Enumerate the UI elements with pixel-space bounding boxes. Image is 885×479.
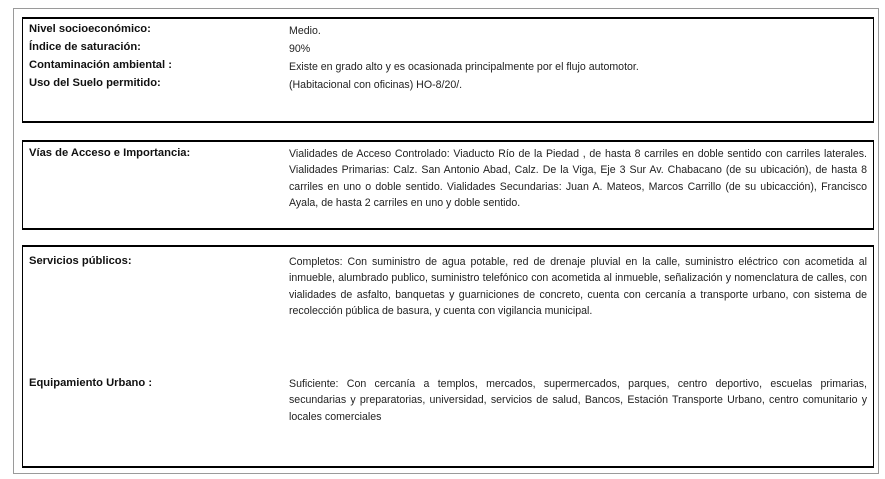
label-nivel-socioeconomico: Nivel socioeconómico:	[29, 23, 151, 35]
value-equipamiento-urbano: Suficiente: Con cercanía a templos, mercados, supermercados, parques, centro deportivo, escuelas primarias, secundarias y preparatorias, universidad, servicios de salud, Bancos, Estación Transporte Urbano, centro comunitario y locales comerciales	[289, 378, 867, 423]
value-contaminacion: Existe en grado alto y es ocasionada principalmente por el flujo automotor.	[289, 61, 639, 73]
access-section	[22, 140, 874, 230]
label-uso-suelo: Uso del Suelo permitido:	[29, 77, 161, 89]
general-info-section	[22, 17, 874, 123]
services-section	[22, 245, 874, 468]
label-vias-acceso: Vías de Acceso e Importancia:	[29, 147, 191, 159]
value-nivel-socioeconomico: Medio.	[289, 25, 321, 37]
value-uso-suelo: (Habitacional con oficinas) HO-8/20/.	[289, 79, 463, 91]
label-servicios-publicos: Servicios públicos:	[29, 255, 132, 267]
label-contaminacion: Contaminación ambiental :	[29, 59, 172, 71]
label-equipamiento-urbano: Equipamiento Urbano :	[29, 377, 153, 389]
value-servicios-publicos: Completos: Con suministro de agua potable, red de drenaje pluvial en la calle, suministro eléctrico con acometida al inmueble, alumbrado publico, suministro telefónico con acometida al inmueble, señalización y nomenclatura de calles, con vialidades de asfalto, banquetas y guarniciones de concreto, cuenta con cercanía a transporte urbano, con sistema de recolección pública de basura, y cuenta con vigilancia municipal.	[289, 256, 867, 318]
value-indice-saturacion: 90%	[289, 43, 311, 55]
value-vias-acceso: Vialidades de Acceso Controlado: Viaducto Río de la Piedad , de hasta 8 carriles en doble sentido con carriles laterales. Vialidades Primarias: Calz. San Antonio Abad, Calz. De la Viga, Eje 3 Sur Av. Chabacano (de su ubicación), de hasta 8 carriles en uno o doble sentido. Vialidades Secundarias: Juan A. Mateos, Marcos Carrillo (de su ubicacción), Francisco Ayala, de hasta 2 carriles en uno y doble sentido.	[289, 148, 867, 210]
label-indice-saturacion: Índice de saturación:	[29, 41, 141, 53]
